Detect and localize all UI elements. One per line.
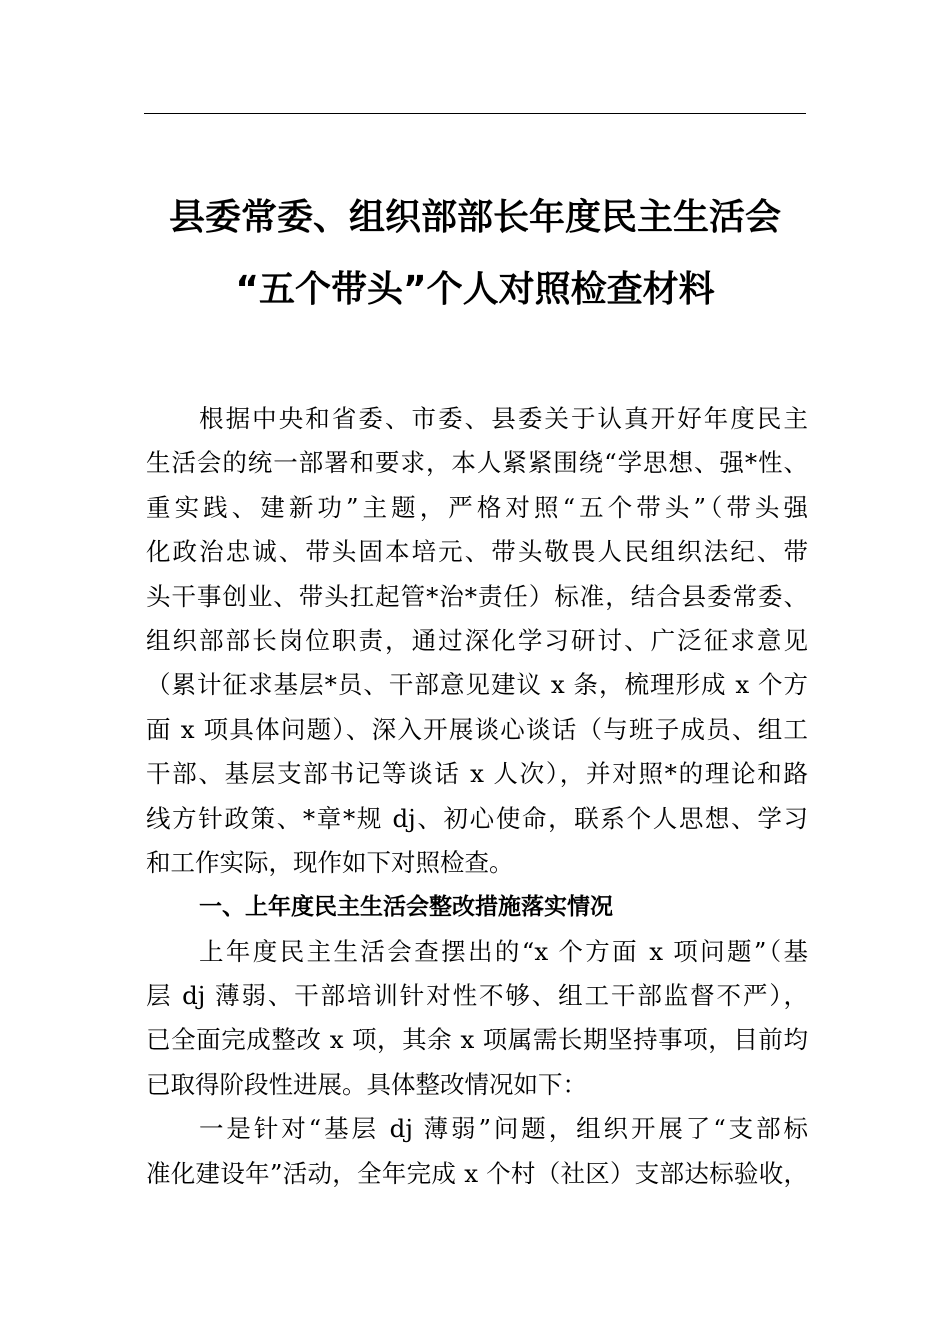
- section-line: 层 dj 薄弱、干部培训针对性不够、组工干部监督不严），: [146, 981, 808, 1011]
- intro-line: 线方针政策、*章*规 dj、初心使命，联系个人思想、学习: [146, 803, 808, 833]
- intro-line: （累计征求基层*员、干部意见建议 x 条，梳理形成 x 个方: [146, 670, 808, 700]
- intro-line: 面 x 项具体问题）、深入开展谈心谈话（与班子成员、组工: [146, 714, 808, 744]
- item-line: 准化建设年”活动，全年完成 x 个村（社区）支部达标验收，: [146, 1158, 808, 1188]
- section-line: 上年度民主生活会查摆出的“x 个方面 x 项问题”（基: [199, 936, 808, 966]
- intro-line: 组织部部长岗位职责，通过深化学习研讨、广泛征求意见: [146, 625, 808, 655]
- intro-line: 根据中央和省委、市委、县委关于认真开好年度民主: [199, 404, 808, 433]
- section-heading: 一、上年度民主生活会整改措施落实情况: [199, 894, 613, 921]
- intro-line: 化政治忠诚、带头固本培元、带头敬畏人民组织法纪、带: [146, 537, 808, 567]
- section-line: 已全面完成整改 x 项，其余 x 项属需长期坚持事项，目前均: [146, 1025, 808, 1055]
- intro-line: 生活会的统一部署和要求，本人紧紧围绕“学思想、强*性、: [146, 448, 808, 478]
- intro-line: 和工作实际，现作如下对照检查。: [146, 847, 514, 877]
- document-title-line-2: “五个带头”个人对照检查材料: [235, 269, 715, 310]
- section-line: 已取得阶段性进展。具体整改情况如下：: [146, 1069, 587, 1099]
- document-title-line-1: 县委常委、组织部部长年度民主生活会: [168, 197, 781, 238]
- intro-line: 头干事创业、带头扛起管*治*责任）标准，结合县委常委、: [146, 581, 808, 611]
- intro-line: 干部、基层支部书记等谈话 x 人次），并对照*的理论和路: [146, 759, 808, 789]
- header-rule: [144, 113, 806, 114]
- document-body: [146, 397, 808, 1196]
- intro-line: 重实践、建新功”主题，严格对照“五个带头”（带头强: [146, 492, 808, 522]
- item-line: 一是针对“基层 dj 薄弱”问题，组织开展了“支部标: [199, 1114, 808, 1144]
